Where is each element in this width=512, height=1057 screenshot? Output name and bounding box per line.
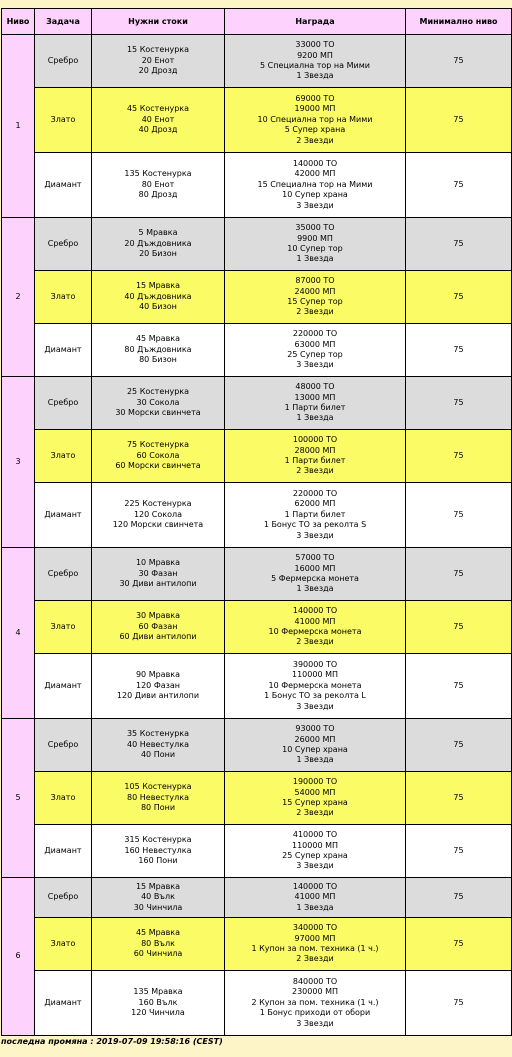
reward-line: 3 Звезди <box>296 360 334 370</box>
reward-line: 1 Парти билет <box>284 403 346 412</box>
task-cell: Сребро <box>35 218 92 271</box>
table-row <box>2 271 512 324</box>
header-task: Задача <box>35 9 92 35</box>
required-goods-cell <box>92 971 225 1036</box>
reward-cell <box>225 218 406 271</box>
reward-cell <box>225 377 406 430</box>
min-level-cell: 75 <box>406 324 512 377</box>
goods-line: 75 Костенурка <box>126 440 190 450</box>
reward-line: 340000 ТО <box>292 923 338 933</box>
goods-line: 60 Чинчила <box>133 949 183 959</box>
task-cell: Сребро <box>35 878 92 918</box>
goods-line: 15 Мравка <box>135 881 181 891</box>
goods-line: 15 Костенурка <box>126 45 190 55</box>
reward-cell <box>225 719 406 772</box>
reward-line: 110000 МП <box>292 670 338 680</box>
goods-line: 45 Костенурка <box>126 104 190 114</box>
goods-line: 40 Енот <box>141 114 175 124</box>
level-cell: 4 <box>2 548 35 719</box>
required-goods-cell <box>92 88 225 153</box>
reward-line: 69000 ТО <box>295 93 335 103</box>
reward-line: 410000 ТО <box>292 830 338 840</box>
goods-line: 20 Дъждовника <box>124 238 192 248</box>
required-goods-cell <box>92 324 225 377</box>
required-goods-cell <box>92 719 225 772</box>
task-cell: Диамант <box>35 153 92 218</box>
reward-line: 33000 ТО <box>295 40 335 50</box>
goods-line: 5 Мравка <box>138 228 178 238</box>
reward-line: 54000 МП <box>294 787 336 797</box>
reward-line: 5 Фермерска монета <box>271 574 359 583</box>
required-goods-cell <box>92 377 225 430</box>
reward-line: 1 Бонус приходи от обори <box>259 1008 371 1018</box>
reward-line: 220000 ТО <box>292 488 338 498</box>
task-cell: Сребро <box>35 377 92 430</box>
reward-line: 26000 МП <box>294 734 336 744</box>
reward-line: 48000 ТО <box>295 382 335 392</box>
goods-line: 30 Морски свинчета <box>115 408 201 418</box>
reward-line: 110000 МП <box>292 840 338 850</box>
min-level-cell: 75 <box>406 218 512 271</box>
reward-cell <box>225 483 406 548</box>
reward-line: 190000 ТО <box>292 777 338 787</box>
reward-line: 19000 МП <box>294 104 336 114</box>
min-level-cell: 75 <box>406 654 512 719</box>
task-cell: Сребро <box>35 719 92 772</box>
table-body <box>2 35 512 1036</box>
min-level-cell: 75 <box>406 430 512 483</box>
reward-line: 25 Супер тор <box>287 350 343 359</box>
goods-line: 80 Невестулка <box>127 792 189 802</box>
header-reward: Награда <box>225 9 406 35</box>
task-cell: Диамант <box>35 971 92 1036</box>
reward-line: 2 Звезди <box>296 307 334 317</box>
goods-line: 30 Диви антилопи <box>119 579 197 589</box>
table-row <box>2 153 512 218</box>
goods-line: 160 Пони <box>138 856 178 866</box>
reward-cell <box>225 601 406 654</box>
reward-line: 2 Звезди <box>296 466 334 476</box>
task-cell: Сребро <box>35 548 92 601</box>
reward-cell <box>225 825 406 878</box>
goods-line: 80 Дрозд <box>138 190 178 200</box>
goods-line: 40 Бизон <box>139 302 177 312</box>
min-level-cell: 75 <box>406 88 512 153</box>
reward-line: 10 Супер храна <box>282 745 348 754</box>
goods-line: 45 Мравка <box>135 928 181 938</box>
required-goods-cell <box>92 825 225 878</box>
table-row <box>2 825 512 878</box>
goods-line: 80 Бизон <box>139 355 177 365</box>
reward-line: 2 Купон за пом. техника (1 ч.) <box>251 997 379 1007</box>
reward-line: 15 Супер тор <box>287 297 343 306</box>
required-goods-cell <box>92 772 225 825</box>
required-goods-cell <box>92 35 225 88</box>
level-cell: 2 <box>2 218 35 377</box>
table-row <box>2 377 512 430</box>
reward-cell <box>225 971 406 1036</box>
goods-line: 120 Морски свинчета <box>112 520 204 530</box>
reward-line: 2 Звезди <box>296 808 334 818</box>
table-row <box>2 483 512 548</box>
reward-line: 2 Звезди <box>296 637 334 647</box>
task-cell: Диамант <box>35 654 92 719</box>
goods-line: 40 Вълк <box>141 892 175 902</box>
reward-cell <box>225 153 406 218</box>
min-level-cell: 75 <box>406 971 512 1036</box>
reward-line: 5 Специална тор на Мими <box>260 61 370 70</box>
goods-line: 225 Костенурка <box>124 499 192 509</box>
goods-line: 15 Мравка <box>135 281 181 291</box>
reward-line: 9900 МП <box>297 233 333 243</box>
goods-line: 135 Мравка <box>133 987 183 997</box>
goods-line: 40 Дрозд <box>138 125 178 135</box>
goods-line: 25 Костенурка <box>126 387 190 397</box>
reward-line: 9200 МП <box>297 50 333 60</box>
required-goods-cell <box>92 918 225 971</box>
reward-cell <box>225 878 406 918</box>
min-level-cell: 75 <box>406 601 512 654</box>
required-goods-cell <box>92 548 225 601</box>
table-row <box>2 878 512 918</box>
goods-line: 80 Вълк <box>141 938 175 948</box>
reward-line: 2 Звезди <box>296 954 334 964</box>
reward-cell <box>225 918 406 971</box>
goods-line: 80 Дъждовника <box>124 344 192 354</box>
task-cell: Злато <box>35 271 92 324</box>
reward-line: 1 Парти билет <box>284 456 346 465</box>
reward-line: 13000 МП <box>294 392 336 402</box>
reward-line: 15 Супер храна <box>282 798 348 807</box>
reward-line: 1 Звезда <box>296 254 334 264</box>
goods-line: 10 Мравка <box>135 558 181 568</box>
reward-line: 63000 МП <box>294 339 336 349</box>
goods-line: 20 Дрозд <box>138 66 178 76</box>
reward-cell <box>225 430 406 483</box>
min-level-cell: 75 <box>406 153 512 218</box>
goods-line: 30 Сокола <box>136 397 180 407</box>
reward-cell <box>225 88 406 153</box>
reward-cell <box>225 654 406 719</box>
reward-line: 15 Специална тор на Мими <box>257 179 373 189</box>
reward-line: 41000 МП <box>294 892 336 902</box>
min-level-cell: 75 <box>406 878 512 918</box>
table-row <box>2 548 512 601</box>
goods-line: 60 Фазан <box>138 621 178 631</box>
reward-line: 1 Звезда <box>296 413 334 423</box>
reward-line: 1 Парти билет <box>284 509 346 519</box>
goods-line: 105 Костенурка <box>124 782 192 792</box>
reward-line: 2 Звезди <box>296 135 334 145</box>
goods-line: 160 Невестулка <box>124 845 192 855</box>
min-level-cell: 75 <box>406 548 512 601</box>
goods-line: 120 Фазан <box>136 680 180 690</box>
reward-line: 10 Супер храна <box>282 190 348 200</box>
reward-line: 10 Супер тор <box>287 244 343 253</box>
task-cell: Диамант <box>35 483 92 548</box>
reward-line: 10 Специална тор на Мими <box>257 114 373 124</box>
goods-line: 60 Сокола <box>136 450 180 460</box>
table-row <box>2 654 512 719</box>
header-level: Ниво <box>2 9 35 35</box>
goods-line: 80 Пони <box>140 803 176 813</box>
header-min-level: Минимално ниво <box>406 9 512 35</box>
reward-line: 840000 ТО <box>292 976 338 986</box>
reward-line: 35000 ТО <box>295 223 335 233</box>
reward-line: 140000 ТО <box>292 606 338 616</box>
goods-line: 45 Мравка <box>135 334 181 344</box>
reward-line: 62000 МП <box>294 499 336 509</box>
reward-line: 57000 ТО <box>295 553 335 563</box>
reward-line: 1 Бонус ТО за реколта S <box>263 520 367 530</box>
reward-line: 97000 МП <box>294 933 336 943</box>
reward-line: 16000 МП <box>294 563 336 573</box>
reward-cell <box>225 772 406 825</box>
reward-line: 3 Звезди <box>296 530 334 540</box>
task-cell: Сребро <box>35 35 92 88</box>
task-cell: Злато <box>35 88 92 153</box>
table-row <box>2 772 512 825</box>
min-level-cell: 75 <box>406 377 512 430</box>
table-row <box>2 430 512 483</box>
reward-line: 93000 ТО <box>295 724 335 734</box>
level-cell: 5 <box>2 719 35 878</box>
reward-line: 1 Звезда <box>296 755 334 765</box>
task-cell: Злато <box>35 772 92 825</box>
min-level-cell: 75 <box>406 35 512 88</box>
required-goods-cell <box>92 601 225 654</box>
goods-line: 60 Диви антилопи <box>119 632 197 642</box>
reward-line: 41000 МП <box>294 616 336 626</box>
min-level-cell: 75 <box>406 918 512 971</box>
min-level-cell: 75 <box>406 825 512 878</box>
reward-line: 1 Звезда <box>296 71 334 81</box>
min-level-cell: 75 <box>406 719 512 772</box>
min-level-cell: 75 <box>406 772 512 825</box>
min-level-cell: 75 <box>406 483 512 548</box>
task-cell: Злато <box>35 430 92 483</box>
required-goods-cell <box>92 430 225 483</box>
reward-line: 10 Фермерска монета <box>268 627 362 636</box>
task-cell: Злато <box>35 601 92 654</box>
reward-line: 10 Фермерска монета <box>268 680 362 690</box>
table-row <box>2 324 512 377</box>
reward-line: 1 Купон за пом. техника (1 ч.) <box>251 944 379 953</box>
goods-line: 135 Костенурка <box>124 169 192 179</box>
reward-line: 1 Звезда <box>296 902 334 912</box>
goods-line: 120 Чинчила <box>131 1008 185 1018</box>
reward-line: 24000 МП <box>294 286 336 296</box>
reward-line: 3 Звезди <box>296 200 334 210</box>
reward-line: 1 Бонус ТО за реколта L <box>264 691 366 701</box>
goods-line: 20 Енот <box>141 55 175 65</box>
required-goods-cell <box>92 218 225 271</box>
reward-line: 230000 МП <box>292 987 338 997</box>
goods-line: 160 Вълк <box>138 997 178 1007</box>
goods-line: 60 Морски свинчета <box>115 461 201 471</box>
reward-line: 42000 МП <box>294 169 336 179</box>
reward-line: 1 Звезда <box>296 584 334 594</box>
goods-line: 30 Мравка <box>135 611 181 621</box>
task-cell: Злато <box>35 918 92 971</box>
reward-line: 87000 ТО <box>295 276 335 286</box>
goods-line: 35 Костенурка <box>126 729 190 739</box>
task-cell: Диамант <box>35 324 92 377</box>
min-level-cell: 75 <box>406 271 512 324</box>
required-goods-cell <box>92 153 225 218</box>
goods-line: 315 Костенурка <box>124 835 192 845</box>
last-modified-footer: последна промяна : 2019-07-09 19:58:16 (CEST) <box>1 1037 223 1046</box>
level-cell: 1 <box>2 35 35 218</box>
level-cell: 6 <box>2 878 35 1036</box>
table-header-row <box>2 9 512 35</box>
reward-line: 5 Супер храна <box>284 125 346 135</box>
reward-line: 3 Звезди <box>296 701 334 711</box>
table-row <box>2 218 512 271</box>
table-row <box>2 719 512 772</box>
reward-line: 28000 МП <box>294 445 336 455</box>
reward-line: 140000 ТО <box>292 881 338 891</box>
reward-line: 25 Супер храна <box>282 851 348 860</box>
goods-line: 80 Енот <box>141 179 175 189</box>
goods-line: 90 Мравка <box>135 670 181 680</box>
goods-line: 30 Чинчила <box>133 902 183 912</box>
goods-line: 40 Невестулка <box>127 739 189 749</box>
reward-cell <box>225 35 406 88</box>
required-goods-cell <box>92 483 225 548</box>
reward-line: 3 Звезди <box>296 1018 334 1028</box>
table-row <box>2 971 512 1036</box>
table-row <box>2 601 512 654</box>
goods-line: 120 Диви антилопи <box>116 691 200 701</box>
goods-line: 120 Сокола <box>133 509 183 519</box>
reward-cell <box>225 271 406 324</box>
table-row <box>2 88 512 153</box>
reward-cell <box>225 548 406 601</box>
reward-line: 3 Звезди <box>296 861 334 871</box>
goods-line: 40 Пони <box>140 750 176 760</box>
level-cell: 3 <box>2 377 35 548</box>
goods-line: 20 Бизон <box>139 249 177 259</box>
quest-table <box>1 8 512 1036</box>
header-required-goods: Нужни стоки <box>92 9 225 35</box>
goods-line: 40 Дъждовника <box>124 291 192 301</box>
required-goods-cell <box>92 878 225 918</box>
task-cell: Диамант <box>35 825 92 878</box>
reward-cell <box>225 324 406 377</box>
required-goods-cell <box>92 271 225 324</box>
reward-line: 220000 ТО <box>292 329 338 339</box>
goods-line: 30 Фазан <box>138 568 178 578</box>
reward-line: 390000 ТО <box>292 659 338 669</box>
required-goods-cell <box>92 654 225 719</box>
reward-line: 100000 ТО <box>292 435 338 445</box>
table-row <box>2 35 512 88</box>
table-row <box>2 918 512 971</box>
reward-line: 140000 ТО <box>292 158 338 168</box>
